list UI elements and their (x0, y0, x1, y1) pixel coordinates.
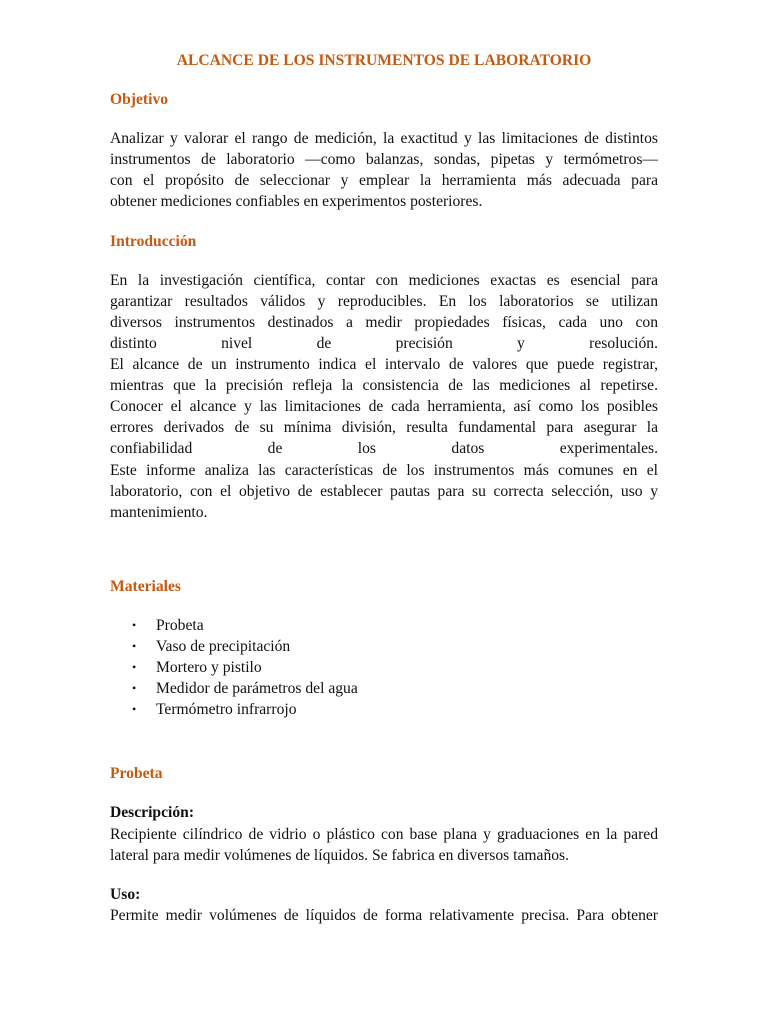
text-line: errores derivados de su mínima división, resulta fundamental para asegurar la (110, 419, 658, 437)
bullet-icon: • (132, 660, 137, 675)
bullet-icon: • (132, 617, 137, 632)
list-item (110, 615, 658, 636)
heading-probeta: Probeta (110, 765, 163, 783)
heading-introduccion: Introducción (110, 232, 197, 250)
text-line: garantizar resultados válidos y reproducibles. En los laboratorios se utilizan (110, 292, 658, 310)
bullet-icon: • (132, 638, 137, 653)
list-item-label: Medidor de parámetros del agua (156, 680, 358, 698)
paragraph-uso (110, 905, 658, 926)
text-line: confiabilidad de los datos experimentales. (110, 440, 658, 458)
list-item-label: Vaso de precipitación (156, 637, 291, 655)
list-item-label: Termómetro infrarrojo (156, 701, 297, 719)
text-line: Analizar y valorar el rango de medición, la exactitud y las limitaciones de distintos (110, 130, 658, 148)
text-line: distinto nivel de precisión y resolución. (110, 334, 658, 352)
document-page (110, 50, 658, 926)
paragraph-introduccion (110, 270, 658, 523)
text-line: obtener mediciones confiables en experimentos posteriores. (110, 193, 483, 211)
document-title: ALCANCE DE LOS INSTRUMENTOS DE LABORATORIO (176, 52, 592, 69)
heading-objetivo: Objetivo (110, 91, 169, 109)
label-descripcion: Descripción: (110, 804, 195, 822)
text-line: diversos instrumentos destinados a medir propiedades físicas, cada uno con (110, 313, 658, 331)
text-line: instrumentos de laboratorio —como balanzas, sondas, pipetas y termómetros— (110, 151, 658, 169)
paragraph-objetivo (110, 128, 658, 212)
heading-materiales: Materiales (110, 577, 182, 595)
text-line: Este informe analiza las características de los instrumentos más comunes en el (110, 461, 658, 479)
text-line: mientras que la precisión refleja la consistencia de las mediciones al repetirse. (110, 377, 658, 395)
list-item-label: Probeta (156, 616, 204, 634)
text-line: con el propósito de seleccionar y emplear la herramienta más adecuada para (110, 172, 658, 190)
paragraph-descripcion (110, 824, 658, 866)
list-item (110, 678, 658, 699)
list-item (110, 636, 658, 657)
text-line: lateral para medir volúmenes de líquidos. Se fabrica en diversos tamaños. (110, 846, 570, 864)
text-line: Conocer el alcance y las limitaciones de cada herramienta, así como los posibles (110, 398, 658, 416)
bullet-icon: • (132, 681, 137, 696)
label-uso: Uso: (110, 885, 141, 903)
text-line: Recipiente cilíndrico de vidrio o plástico con base plana y graduaciones en la pared (110, 825, 658, 843)
text-line: Permite medir volúmenes de líquidos de forma relativamente precisa. Para obtener (110, 906, 658, 924)
list-item (110, 657, 658, 678)
list-item-label: Mortero y pistilo (156, 659, 262, 677)
text-line: mantenimiento. (110, 503, 208, 521)
text-line: El alcance de un instrumento indica el intervalo de valores que puede registrar, (110, 356, 658, 374)
list-item (110, 699, 658, 720)
text-line: laboratorio, con el objetivo de establecer pautas para su correcta selección, uso y (110, 482, 658, 500)
text-line: En la investigación científica, contar con mediciones exactas es esencial para (110, 271, 658, 289)
bullet-icon: • (132, 702, 137, 717)
materials-list (110, 615, 658, 720)
